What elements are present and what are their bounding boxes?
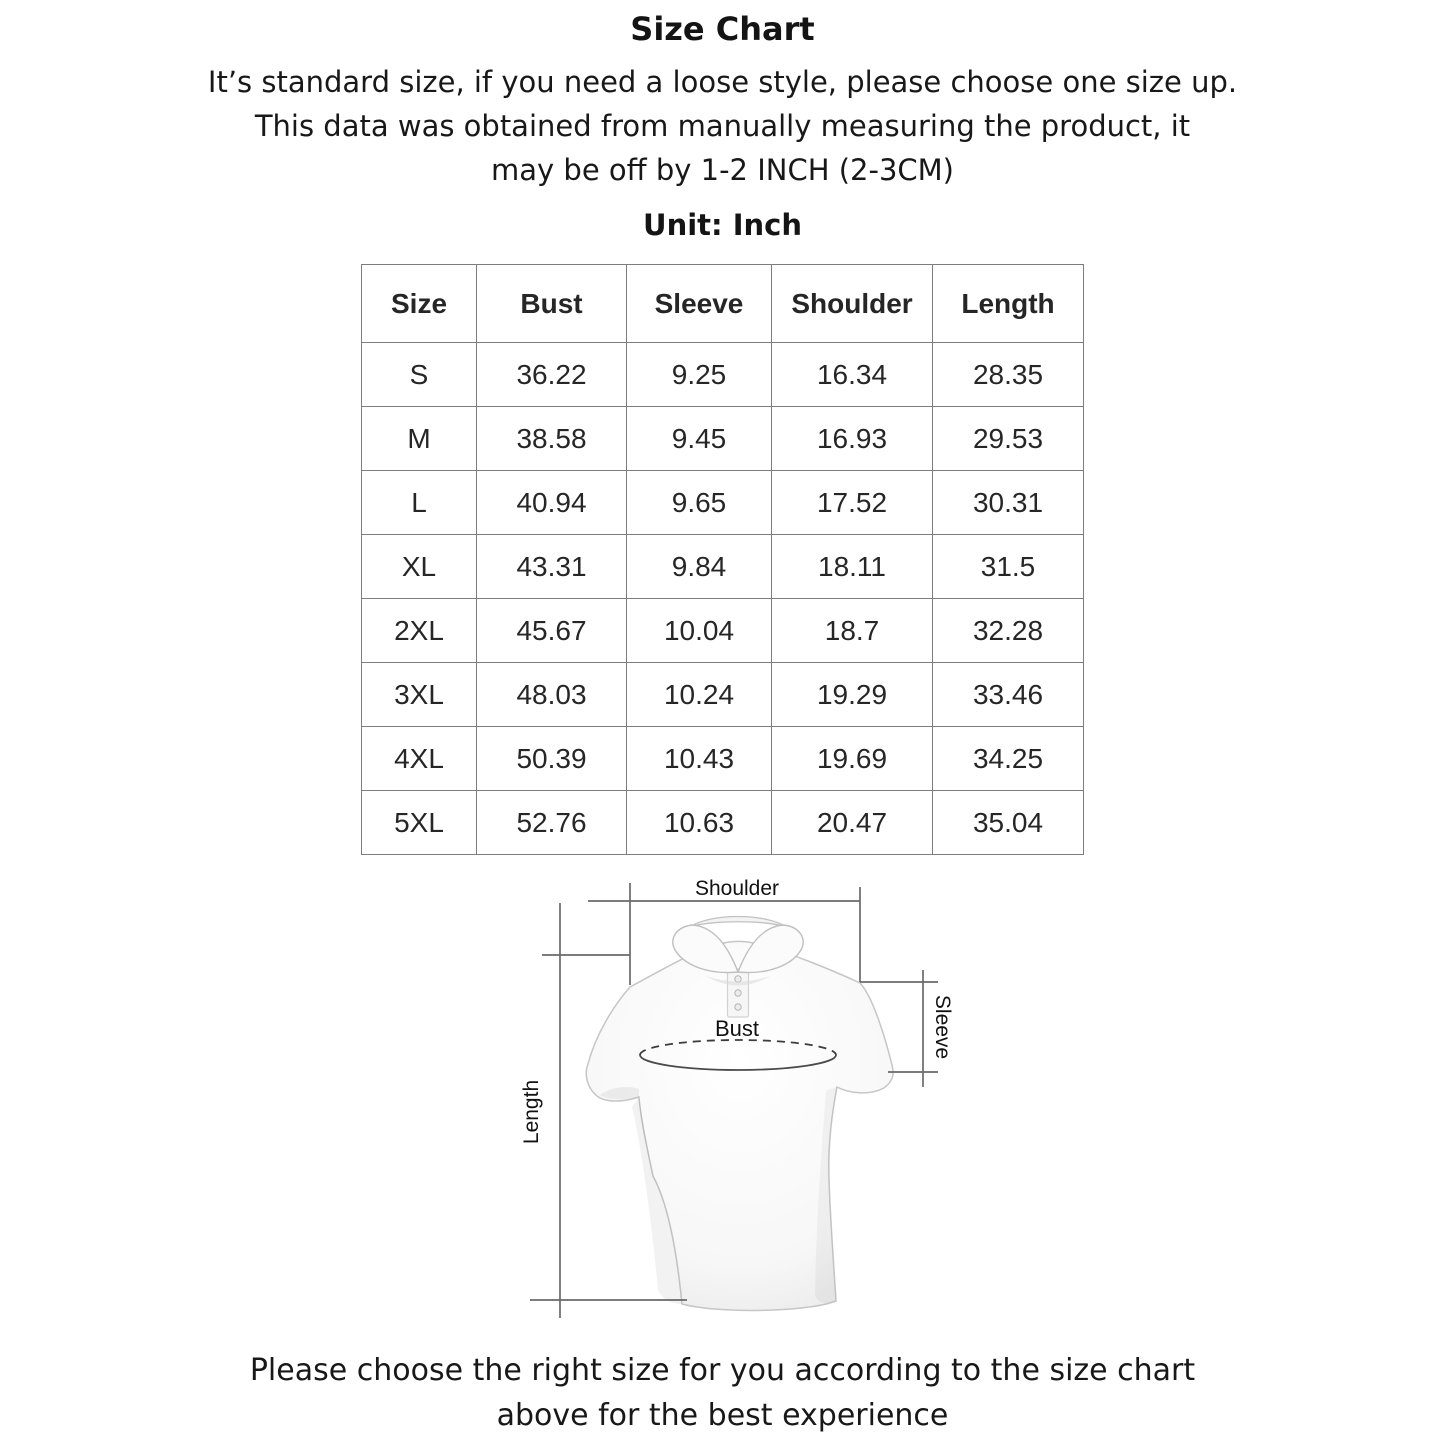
length-cell: 29.53 [933, 407, 1084, 471]
shoulder-cell: 19.29 [772, 663, 933, 727]
column-header-bust: Bust [477, 265, 627, 343]
size-cell: 4XL [362, 727, 477, 791]
footer-note-line-2: above for the best experience [496, 1398, 949, 1433]
bust-cell: 38.58 [477, 407, 627, 471]
sleeve-cell: 10.24 [627, 663, 772, 727]
length-cell: 30.31 [933, 471, 1084, 535]
shoulder-cell: 16.34 [772, 343, 933, 407]
sleeve-cell: 9.65 [627, 471, 772, 535]
size-cell: XL [362, 535, 477, 599]
column-header-shoulder: Shoulder [772, 265, 933, 343]
size-cell: 2XL [362, 599, 477, 663]
page-title: Size Chart [630, 10, 815, 48]
length-cell: 33.46 [933, 663, 1084, 727]
button-icon [735, 990, 741, 996]
length-cell: 32.28 [933, 599, 1084, 663]
bust-cell: 48.03 [477, 663, 627, 727]
bust-cell: 43.31 [477, 535, 627, 599]
size-cell: M [362, 407, 477, 471]
column-header-length: Length [933, 265, 1084, 343]
bust-cell: 50.39 [477, 727, 627, 791]
bust-diagram-label: Bust [714, 1016, 760, 1041]
shoulder-cell: 19.69 [772, 727, 933, 791]
sleeve-cell: 9.45 [627, 407, 772, 471]
length-cell: 31.5 [933, 535, 1084, 599]
length-cell: 35.04 [933, 791, 1084, 855]
size-cell: 5XL [362, 791, 477, 855]
sleeve-cell: 10.63 [627, 791, 772, 855]
footer-note [0, 1348, 1445, 1438]
button-icon [735, 1004, 741, 1010]
bust-cell: 52.76 [477, 791, 627, 855]
table-row [362, 599, 1084, 663]
sleeve-cell: 10.43 [627, 727, 772, 791]
size-table [361, 264, 1084, 855]
size-cell: 3XL [362, 663, 477, 727]
shoulder-cell: 17.52 [772, 471, 933, 535]
sleeve-cell: 9.84 [627, 535, 772, 599]
polo-shirt-diagram [520, 875, 990, 1335]
size-cell: S [362, 343, 477, 407]
button-icon [735, 976, 741, 982]
sleeve-cell: 10.04 [627, 599, 772, 663]
table-row [362, 663, 1084, 727]
table-row [362, 471, 1084, 535]
table-header-row [362, 265, 1084, 343]
column-header-sleeve: Sleeve [627, 265, 772, 343]
footer-note-line-1: Please choose the right size for you according to the size chart [249, 1353, 1196, 1388]
column-header-size: Size [362, 265, 477, 343]
table-row [362, 791, 1084, 855]
sleeve-diagram-label: Sleeve [931, 994, 954, 1060]
shoulder-cell: 20.47 [772, 791, 933, 855]
unit-label: Unit: Inch [643, 208, 802, 242]
bust-cell: 40.94 [477, 471, 627, 535]
measurement-diagram [520, 875, 990, 1335]
shoulder-diagram-label: Shoulder [694, 877, 780, 900]
length-cell: 28.35 [933, 343, 1084, 407]
length-diagram-label: Length [520, 1079, 543, 1145]
size-note-line-1: It’s standard size, if you need a loose style, please choose one size up. [207, 65, 1238, 99]
table-row [362, 407, 1084, 471]
table-row [362, 343, 1084, 407]
size-cell: L [362, 471, 477, 535]
sleeve-cell: 9.25 [627, 343, 772, 407]
collar-back [690, 917, 786, 928]
size-note-line-2: This data was obtained from manually measuring the product, it [254, 109, 1191, 143]
bust-cell: 36.22 [477, 343, 627, 407]
length-cell: 34.25 [933, 727, 1084, 791]
shoulder-cell: 18.11 [772, 535, 933, 599]
table-row [362, 727, 1084, 791]
size-note [0, 60, 1445, 192]
bust-cell: 45.67 [477, 599, 627, 663]
table-row [362, 535, 1084, 599]
shoulder-cell: 16.93 [772, 407, 933, 471]
shoulder-cell: 18.7 [772, 599, 933, 663]
size-note-line-3: may be off by 1-2 INCH (2-3CM) [491, 153, 954, 187]
